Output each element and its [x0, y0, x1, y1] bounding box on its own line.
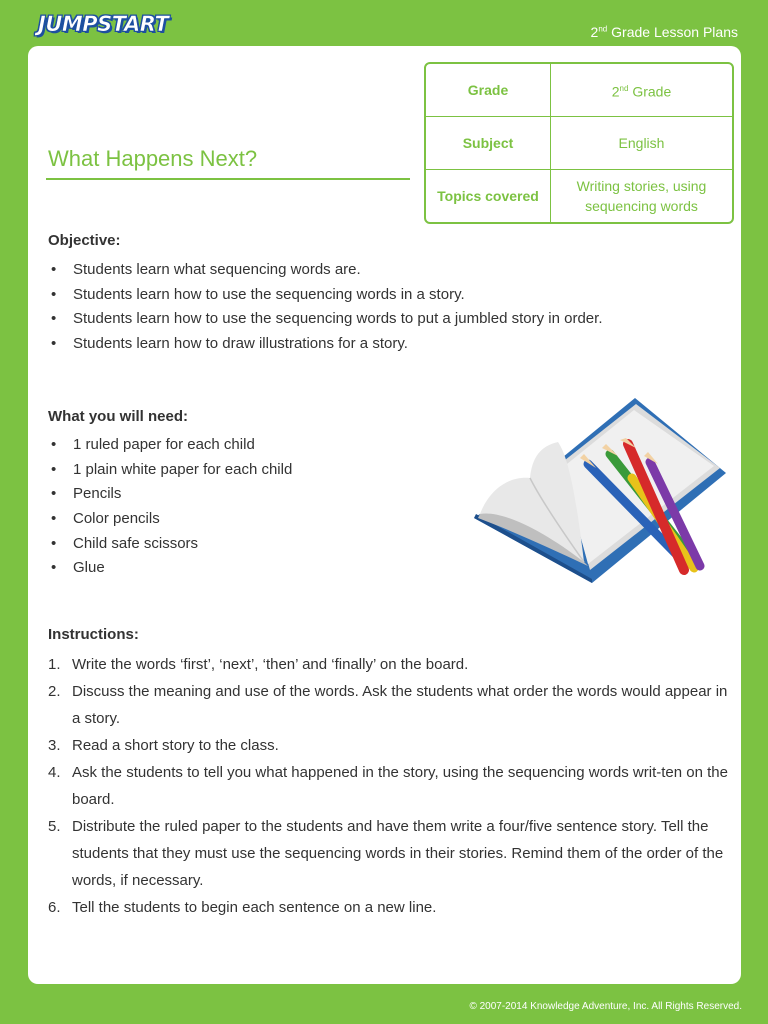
list-item: 2. Discuss the meaning and use of the words. Ask the students what order the words would appear in a story. — [48, 683, 728, 727]
list-item: 6. Tell the students to begin each sentence on a new line. — [48, 899, 437, 916]
subject-label: Subject — [426, 117, 551, 170]
grade-value: 2nd Grade — [551, 64, 732, 117]
list-item: • Students learn how to draw illustrations for a story. — [48, 332, 602, 357]
list-item: 5. Distribute the ruled paper to the students and have them write a four/five sentence story. Tell the students that they must use the sequencing words in their stories. Remind them of the order of the words, if necessary. — [48, 818, 724, 889]
title-underline — [46, 178, 410, 180]
header-grade-label: 2nd Grade Lesson Plans — [590, 24, 738, 40]
lesson-card — [28, 46, 741, 984]
list-item: • 1 ruled paper for each child — [48, 433, 292, 458]
list-item: 4. Ask the students to tell you what happened in the story, using the sequencing words writ-ten on the board. — [48, 764, 728, 808]
list-item: • Child safe scissors — [48, 532, 292, 557]
instructions-heading: Instructions: — [48, 626, 139, 643]
instructions-list — [48, 651, 728, 921]
objective-heading: Objective: — [48, 232, 121, 249]
subject-value: English — [551, 117, 732, 170]
topics-row — [426, 170, 732, 222]
jumpstart-logo: JUMPSTART — [38, 12, 169, 36]
materials-heading: What you will need: — [48, 408, 189, 425]
grade-row — [426, 64, 732, 117]
list-item: • 1 plain white paper for each child — [48, 458, 292, 483]
objective-list — [48, 258, 602, 357]
page-title: What Happens Next? — [48, 146, 258, 171]
subject-row — [426, 117, 732, 170]
book-with-colored-pencils-icon — [470, 398, 726, 583]
grade-label: Grade — [426, 64, 551, 117]
list-item: 1. Write the words ‘first’, ‘next’, ‘then’ and ‘finally’ on the board. — [48, 656, 469, 673]
list-item: 3. Read a short story to the class. — [48, 737, 279, 754]
lesson-info-table — [424, 62, 734, 224]
list-item: • Pencils — [48, 482, 292, 507]
materials-list — [48, 433, 292, 581]
list-item: • Students learn how to use the sequencing words in a story. — [48, 283, 602, 308]
copyright-footer: © 2007-2014 Knowledge Adventure, Inc. All Rights Reserved. — [469, 1001, 742, 1012]
list-item: • Students learn what sequencing words are. — [48, 258, 602, 283]
topics-value: Writing stories, using sequencing words — [576, 178, 707, 214]
list-item: • Students learn how to use the sequencing words to put a jumbled story in order. — [48, 307, 602, 332]
list-item: • Glue — [48, 556, 292, 581]
list-item: • Color pencils — [48, 507, 292, 532]
topics-label: Topics covered — [426, 170, 551, 222]
